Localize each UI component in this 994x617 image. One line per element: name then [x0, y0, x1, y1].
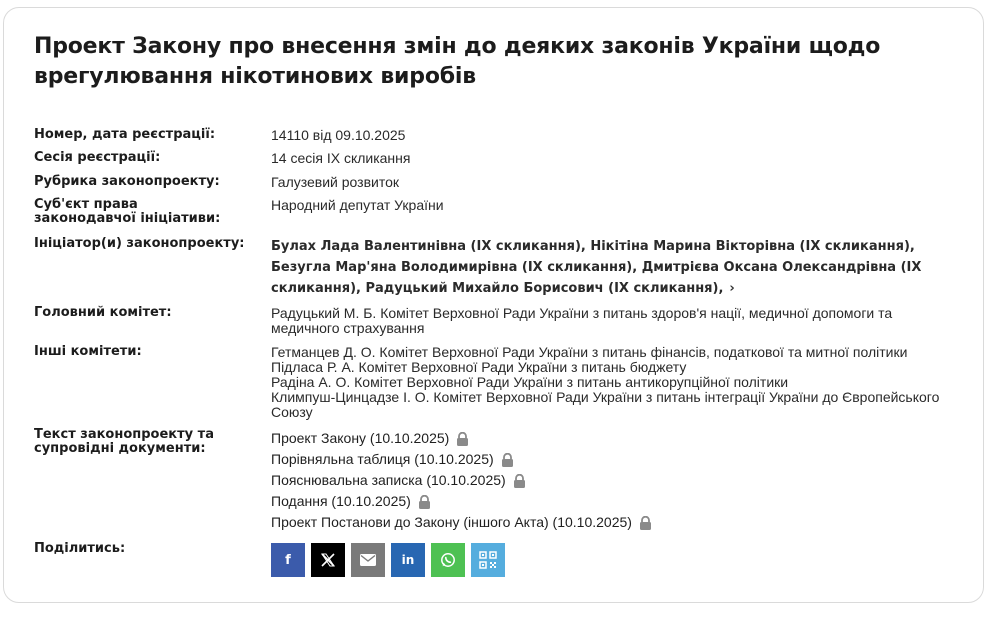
field-rubric [34, 175, 964, 191]
page-title: Проект Закону про внесення змін до деяких законів України щодо врегулювання нікотинових виробів [34, 34, 881, 89]
qr-share-button[interactable] [471, 543, 505, 577]
committee-item: Підласа Р. А. Комітет Верховної Ради України з питань бюджету [271, 359, 687, 375]
field-documents [34, 428, 964, 538]
field-value: Народний депутат України [271, 197, 444, 213]
field-other-committees [34, 345, 964, 425]
lock-icon [501, 453, 514, 467]
field-label: Суб'єкт права законодавчої ініціативи: [34, 197, 221, 226]
field-label: Текст законопроекту та супровідні документи: [34, 427, 214, 456]
document-title[interactable]: Подання (10.10.2025) [271, 493, 411, 509]
field-subject [34, 198, 964, 228]
field-label: Інші комітети: [34, 344, 142, 359]
field-value: Радуцький М. Б. Комітет Верховної Ради України з питань здоров'я нації, медичної допомоги та медичного страхування [271, 305, 893, 336]
field-value: Галузевий розвиток [271, 174, 400, 190]
x-share-button[interactable] [311, 543, 345, 577]
email-icon [360, 554, 376, 566]
field-registration [34, 128, 964, 144]
field-label: Ініціатор(и) законопроекту: [34, 236, 245, 251]
committee-item: Климпуш-Цинцадзе І. О. Комітет Верховної Ради України з питань інтеграції України до Європейського Союзу [271, 389, 940, 420]
bill-card [3, 7, 984, 603]
document-link[interactable] [271, 512, 961, 533]
committee-item: Гетманцев Д. О. Комітет Верховної Ради України з питань фінансів, податкової та митної політики [271, 344, 908, 360]
facebook-icon: f [285, 552, 291, 568]
field-label: Поділитись: [34, 541, 126, 556]
lock-icon [513, 474, 526, 488]
facebook-share-button[interactable] [271, 543, 305, 577]
field-initiators [34, 237, 964, 303]
lock-icon [456, 432, 469, 446]
document-title[interactable]: Проект Постанови до Закону (іншого Акта) (10.10.2025) [271, 514, 632, 530]
document-title[interactable]: Проект Закону (10.10.2025) [271, 430, 450, 446]
lock-icon [418, 495, 431, 509]
chevron-right-icon[interactable]: › [729, 281, 735, 296]
x-icon [321, 553, 335, 567]
share-buttons [271, 543, 961, 577]
linkedin-share-button[interactable] [391, 543, 425, 577]
initiators-list [271, 236, 951, 299]
whatsapp-icon [440, 552, 456, 568]
initiators-text: Булах Лада Валентинівна (IX скликання), Нікітіна Марина Вікторівна (IX скликання), Безугла Мар'яна Володимирівна (IX скликання), Дмитрієва Оксана Олександрівна (IX скликання), Радуцький Михайло Борисович (IX скликання), [271, 239, 922, 296]
linkedin-icon: in [401, 553, 415, 567]
field-label: Сесія реєстрації: [34, 150, 161, 165]
document-title[interactable]: Порівняльна таблиця (10.10.2025) [271, 451, 494, 467]
field-main-committee [34, 306, 964, 338]
field-label: Номер, дата реєстрації: [34, 127, 216, 142]
document-title[interactable]: Пояснювальна записка (10.10.2025) [271, 472, 506, 488]
qr-code-icon [479, 551, 497, 569]
whatsapp-share-button[interactable] [431, 543, 465, 577]
field-session [34, 151, 964, 167]
document-link[interactable] [271, 491, 961, 512]
field-value: 14 сесія IX скликання [271, 150, 411, 166]
email-share-button[interactable] [351, 543, 385, 577]
field-value: 14110 від 09.10.2025 [271, 127, 406, 143]
document-link[interactable] [271, 449, 961, 470]
committee-item: Радіна А. О. Комітет Верховної Ради України з питань антикорупційної політики [271, 374, 789, 390]
field-label: Рубрика законопроекту: [34, 174, 220, 189]
field-label: Головний комітет: [34, 305, 172, 320]
documents-list [271, 428, 961, 533]
lock-icon [639, 516, 652, 530]
document-link[interactable] [271, 428, 961, 449]
document-link[interactable] [271, 470, 961, 491]
committees-list [271, 345, 951, 420]
field-share [34, 542, 964, 582]
